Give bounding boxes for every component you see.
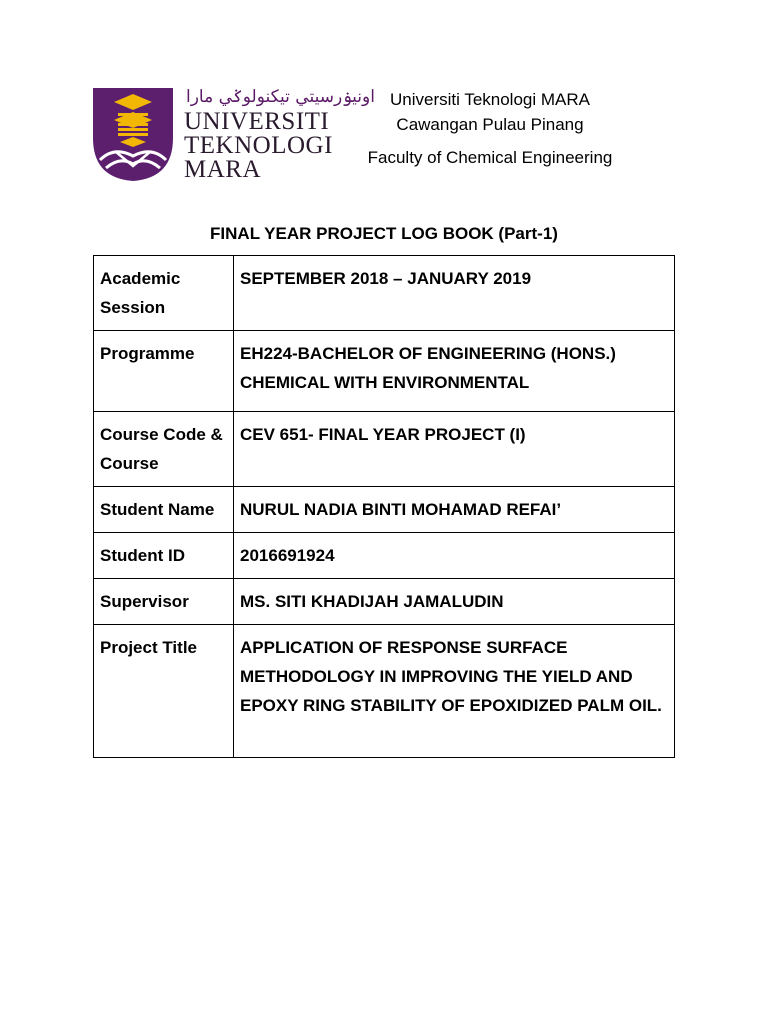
table-row: [94, 412, 675, 487]
table-row: [94, 331, 675, 412]
table-row: [94, 487, 675, 533]
row-label: Project Title: [94, 625, 234, 758]
faculty-name: Faculty of Chemical Engineering: [367, 148, 613, 167]
logo-jawi-text: اونيۏرسيتي تيکنولوݢي مارا: [186, 87, 375, 107]
row-value: 2016691924: [234, 533, 675, 579]
row-label: Student ID: [94, 533, 234, 579]
institution-name: Universiti Teknologi MARA: [390, 90, 590, 109]
document-title: FINAL YEAR PROJECT LOG BOOK (Part-1): [210, 224, 558, 243]
logo-line-mara: MARA: [184, 156, 262, 183]
table-row: [94, 579, 675, 625]
row-label: Programme: [94, 331, 234, 412]
university-crest-icon: [92, 86, 174, 182]
institution-branch: Cawangan Pulau Pinang: [396, 115, 584, 134]
row-value: SEPTEMBER 2018 – JANUARY 2019: [234, 256, 675, 331]
project-info-table: [93, 255, 675, 758]
logo-line-universiti: UNIVERSITI: [184, 108, 330, 135]
table-row: [94, 625, 675, 758]
logo-line-teknologi: TEKNOLOGI: [184, 132, 333, 159]
row-label: Supervisor: [94, 579, 234, 625]
row-value: MS. SITI KHADIJAH JAMALUDIN: [234, 579, 675, 625]
table-row: [94, 256, 675, 331]
row-value: CEV 651- FINAL YEAR PROJECT (I): [234, 412, 675, 487]
row-label: Academic Session: [94, 256, 234, 331]
table-row: [94, 533, 675, 579]
row-label: Student Name: [94, 487, 234, 533]
row-label: Course Code & Course: [94, 412, 234, 487]
row-value: APPLICATION OF RESPONSE SURFACE METHODOLOGY IN IMPROVING THE YIELD AND EPOXY RING STABILITY OF EPOXIDIZED PALM OIL.: [234, 625, 675, 758]
university-logo: [92, 86, 375, 183]
row-value: EH224-BACHELOR OF ENGINEERING (HONS.) CHEMICAL WITH ENVIRONMENTAL: [234, 331, 675, 412]
row-value: NURUL NADIA BINTI MOHAMAD REFAI’: [234, 487, 675, 533]
